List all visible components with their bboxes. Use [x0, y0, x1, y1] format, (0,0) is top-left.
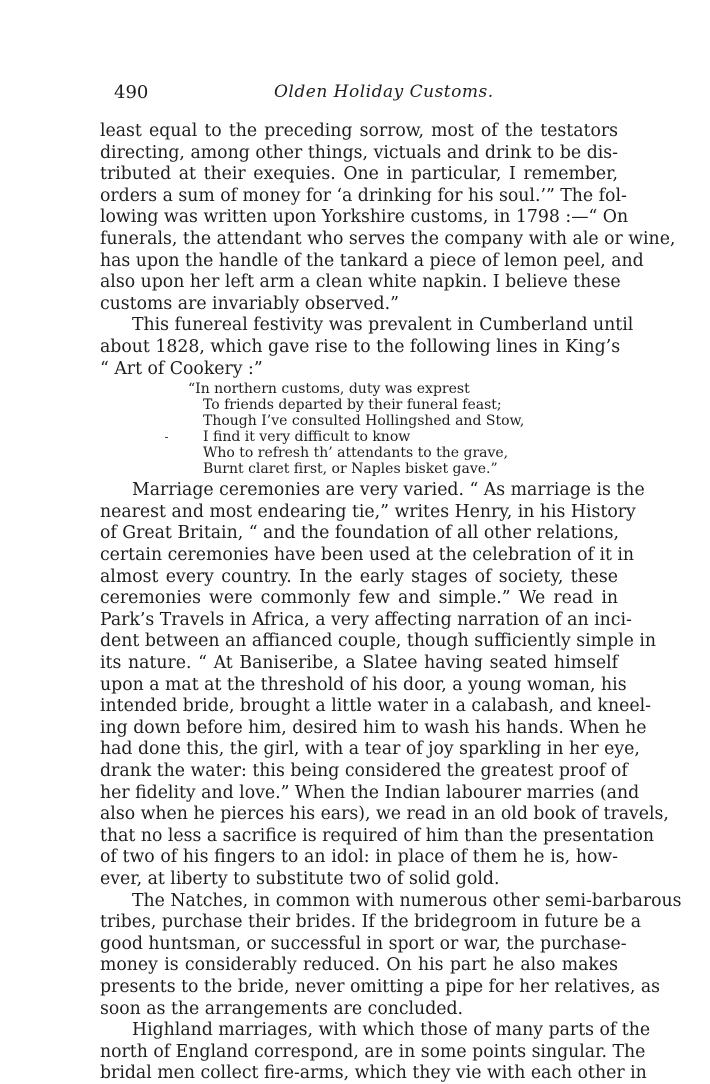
text-line: “ Art of Cookery :”: [100, 359, 263, 379]
verse-line: Though I’ve consulted Hollingshed and Stow,: [203, 413, 525, 430]
text-line: ing down before him, desired him to wash his hands. When he: [100, 718, 647, 738]
text-line: tributed at their exequies. One in particular, I remember,: [100, 164, 618, 184]
text-line: of two of his fingers to an idol: in place of them he is, how-: [100, 847, 618, 867]
text-line: directing, among other things, victuals and drink to be dis-: [100, 143, 618, 163]
running-title: Olden Holiday Customs.: [274, 82, 494, 102]
text-line: least equal to the preceding sorrow, most of the testators: [100, 121, 618, 141]
text-line: tribes, purchase their brides. If the bridegroom in future be a: [100, 912, 642, 932]
text-line: ever, at liberty to substitute two of solid gold.: [100, 869, 500, 889]
text-line: north of England correspond, are in some points singular. The: [100, 1042, 646, 1062]
verse-line: “In northern customs, duty was exprest: [188, 381, 470, 398]
text-line: soon as the arrangements are concluded.: [100, 999, 464, 1019]
text-line: certain ceremonies have been used at the celebration of it in: [100, 545, 635, 565]
text-line: its nature. “ At Baniseribe, a Slatee having seated himself: [100, 653, 618, 673]
text-line: Park’s Travels in Africa, a very affecting narration of an inci-: [100, 610, 632, 630]
text-line: funerals, the attendant who serves the company with ale or wine,: [100, 229, 676, 249]
text-line: drank the water: this being considered the greatest proof of: [100, 761, 628, 781]
page-number: 490: [114, 82, 149, 103]
text-line: ceremonies were commonly few and simple.” We read in: [100, 588, 618, 608]
verse-line: To friends departed by their funeral feast;: [203, 397, 502, 414]
text-line: lowing was written upon Yorkshire customs, in 1798 :—“ On: [100, 207, 629, 227]
text-line: orders a sum of money for ‘a drinking for his soul.’” The fol-: [100, 186, 627, 206]
text-line: almost every country. In the early stages of society, these: [100, 567, 618, 587]
text-line: nearest and most endearing tie,” writes Henry, in his History: [100, 502, 636, 522]
text-line: This funereal festivity was prevalent in Cumberland until: [132, 315, 634, 335]
text-line: Highland marriages, with which those of many parts of the: [132, 1020, 651, 1040]
text-line: customs are invariably observed.”: [100, 294, 399, 314]
text-line: that no less a sacrifice is required of him than the presentation: [100, 826, 654, 846]
text-line: good huntsman, or successful in sport or war, the purchase-: [100, 934, 627, 954]
text-line: of Great Britain, “ and the foundation of all other relations,: [100, 523, 620, 543]
text-line: also upon her left arm a clean white napkin. I believe these: [100, 272, 621, 292]
verse-line: Burnt claret first, or Naples bisket gave.”: [203, 461, 498, 478]
text-line: The Natches, in common with numerous other semi-barbarous: [132, 891, 682, 911]
text-line: had done this, the girl, with a tear of joy sparkling in her eye,: [100, 739, 640, 759]
text-line: her fidelity and love.” When the Indian labourer marries (and: [100, 783, 640, 803]
verse-line: Who to refresh th’ attendants to the grave,: [203, 445, 509, 462]
text-line: bridal men collect fire-arms, which they vie with each other in: [100, 1063, 647, 1083]
text-line: Marriage ceremonies are very varied. “ As marriage is the: [132, 480, 645, 500]
text-line: dent between an affianced couple, though sufficiently simple in: [100, 631, 657, 651]
text-line: presents to the bride, never omitting a pipe for her relatives, as: [100, 977, 661, 997]
text-line: intended bride, brought a little water in a calabash, and kneel-: [100, 696, 651, 716]
text-line: has upon the handle of the tankard a piece of lemon peel, and: [100, 251, 644, 271]
text-line: about 1828, which gave rise to the following lines in King’s: [100, 337, 621, 357]
verse-line: I find it very difficult to know: [203, 429, 411, 446]
text-line: money is considerably reduced. On his part he also makes: [100, 955, 618, 975]
text-line: upon a mat at the threshold of his door, a young woman, his: [100, 675, 627, 695]
text-line: also when he pierces his ears), we read in an old book of travels,: [100, 804, 669, 824]
